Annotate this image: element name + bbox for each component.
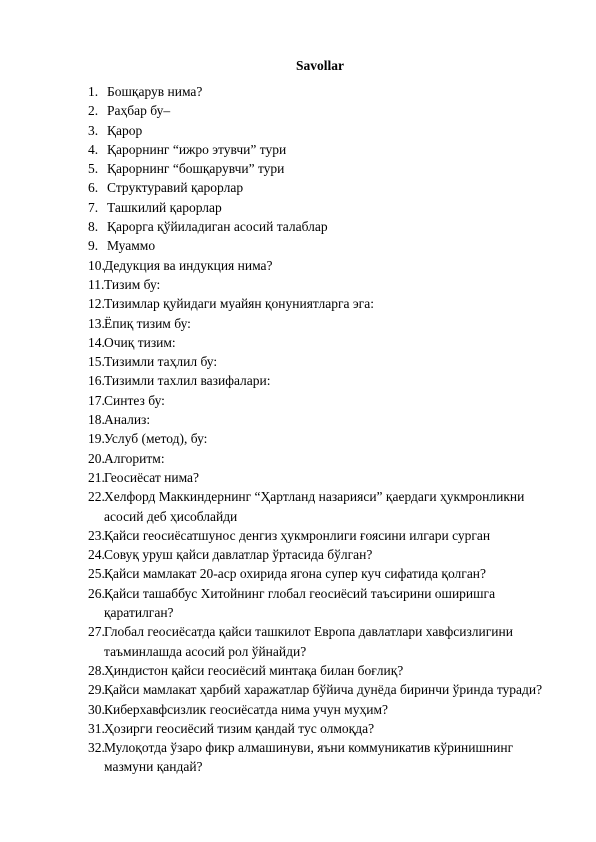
question-text: Совуқ уруш қайси давлатлар ўртасида бўлган?	[104, 547, 373, 563]
question-text: Услуб (метод), бу:	[104, 431, 208, 447]
question-number: 8.	[88, 219, 99, 235]
question-text: Ёпиқ тизим бу:	[104, 315, 191, 331]
question-text: Геосиёсат нима?	[104, 469, 200, 485]
question-number: 19.	[88, 431, 105, 447]
question-text: Тизимлар қуйидаги муайян қонуниятларга эга:	[104, 296, 374, 312]
question-text: Қайси ташаббус Хитойнинг глобал геосиёсий таъсирини оширишга қаратилган?	[104, 585, 496, 621]
question-number: 5.	[88, 161, 99, 177]
question-text: Қайси мамлакат 20-аср охирида ягона супер куч сифатида қолган?	[104, 566, 487, 582]
question-number: 4.	[88, 141, 99, 157]
question-number: 25.	[88, 566, 105, 582]
question-item	[88, 622, 558, 661]
question-number: 20.	[88, 450, 105, 466]
question-item	[88, 121, 558, 140]
question-number: 28.	[88, 662, 105, 678]
question-number: 32.	[88, 740, 105, 756]
question-number: 31.	[88, 720, 105, 736]
question-text: Қарор	[107, 122, 143, 138]
question-number: 23.	[88, 527, 105, 543]
question-item	[88, 449, 558, 468]
question-number: 21.	[88, 469, 105, 485]
question-item	[88, 178, 558, 197]
question-number: 24.	[88, 547, 105, 563]
question-item	[88, 738, 558, 777]
question-text: Тизимли таҳлил бу:	[104, 354, 218, 370]
question-item	[88, 314, 558, 333]
question-number: 1.	[88, 84, 99, 99]
question-list	[88, 82, 558, 777]
question-number: 22.	[88, 489, 105, 505]
question-text: Раҳбар бу–	[107, 103, 171, 119]
question-item	[88, 101, 558, 120]
question-item	[88, 140, 558, 159]
question-text: Тизим бу:	[104, 276, 161, 292]
question-item	[88, 526, 558, 545]
question-item	[88, 429, 558, 448]
question-text: Алгоритм:	[104, 450, 165, 466]
question-number: 11.	[88, 276, 105, 292]
question-number: 29.	[88, 682, 105, 698]
question-item	[88, 159, 558, 178]
question-text: Киберхавфсизлик геосиёсатда нима учун муҳим?	[104, 701, 388, 717]
question-number: 30.	[88, 701, 105, 717]
question-item	[88, 236, 558, 255]
question-text: Бошқарув нима?	[107, 84, 203, 99]
question-text: Хелфорд Маккиндернинг “Ҳартланд назарияси” қаердаги ҳукмронликни асосий деб ҳисоблайди	[104, 489, 525, 524]
question-item	[88, 217, 558, 236]
question-text: Қарорнинг “бошқарувчи” тури	[107, 161, 285, 177]
question-number: 16.	[88, 373, 105, 389]
question-item	[88, 719, 558, 738]
question-number: 14.	[88, 334, 105, 350]
page-title: Savollar	[295, 58, 344, 73]
question-number: 26.	[88, 585, 105, 601]
question-item	[88, 487, 558, 526]
question-text: Дедукция ва индукция нима?	[104, 257, 273, 273]
question-number: 2.	[88, 103, 99, 119]
question-item	[88, 410, 558, 429]
question-item	[88, 352, 558, 371]
question-item	[88, 661, 558, 680]
question-item	[88, 680, 558, 699]
question-text: Ҳозирги геосиёсий тизим қандай тус олмоқда?	[104, 720, 375, 736]
question-number: 10.	[88, 257, 105, 273]
question-item	[88, 468, 558, 487]
question-number: 12.	[88, 296, 105, 312]
question-text: Қарорнинг “ижро этувчи” тури	[107, 141, 287, 157]
question-number: 18.	[88, 412, 105, 428]
question-item	[88, 256, 558, 275]
question-number: 27.	[88, 624, 105, 640]
question-text: Глобал геосиёсатда қайси ташкилот Европа давлатлари хавфсизлигини таъминлашда асосий рол ўйнайди?	[104, 624, 513, 659]
question-item	[88, 700, 558, 719]
question-number: 3.	[88, 122, 99, 138]
question-item	[88, 333, 558, 352]
question-item	[88, 198, 558, 217]
question-number: 17.	[88, 392, 105, 408]
question-number: 7.	[88, 199, 99, 215]
question-text: Очиқ тизим:	[104, 334, 176, 350]
question-item	[88, 391, 558, 410]
question-text: Структуравий қарорлар	[107, 180, 244, 196]
question-text: Тизимли тахлил вазифалари:	[104, 373, 271, 389]
question-number: 15.	[88, 354, 105, 370]
question-text: Мулоқотда ўзаро фикр алмашинуви, яъни коммуникатив кўринишнинг мазмуни қандай?	[104, 740, 514, 775]
question-text: Қайси мамлакат ҳарбий харажатлар бўйича дунёда биринчи ўринда туради?	[104, 682, 543, 698]
question-text: Муаммо	[107, 238, 156, 254]
question-item	[88, 371, 558, 390]
question-item	[88, 294, 558, 313]
question-text: Қайси геосиёсатшунос денгиз ҳукмронлиги ғоясини илгари сурган	[104, 527, 491, 543]
question-text: Анализ:	[104, 412, 151, 428]
question-number: 13.	[88, 315, 105, 331]
question-number: 9.	[88, 238, 99, 254]
question-item	[88, 584, 558, 623]
question-item	[88, 545, 558, 564]
question-text: Ҳиндистон қайси геосиёсий минтақа билан боғлиқ?	[104, 662, 404, 678]
question-text: Қарорга қўйиладиган асосий талаблар	[107, 219, 328, 235]
question-item	[88, 275, 558, 294]
question-item	[88, 564, 558, 583]
question-item	[88, 82, 558, 101]
question-text: Ташкилий қарорлар	[107, 199, 222, 215]
question-number: 6.	[88, 180, 99, 196]
question-text: Синтез бу:	[104, 392, 165, 408]
